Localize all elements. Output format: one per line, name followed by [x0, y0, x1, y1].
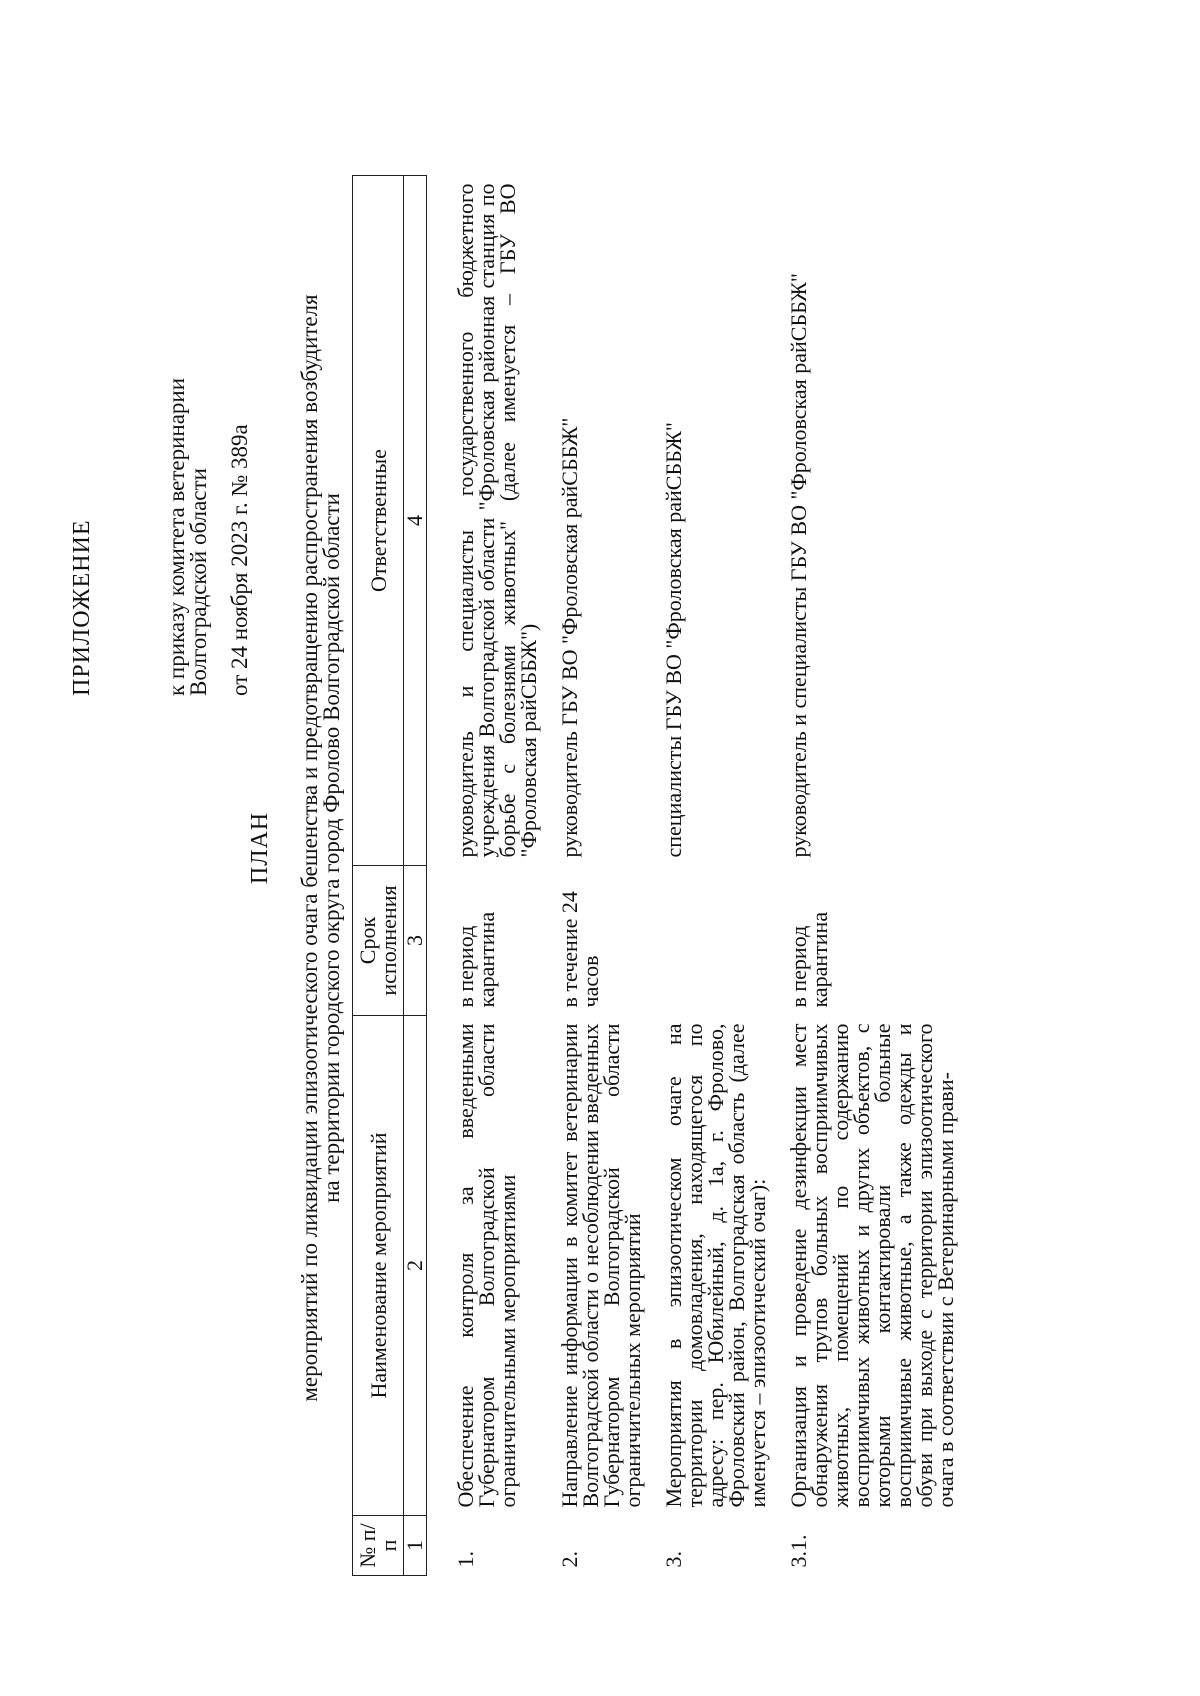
header-deadline: Срок исполнения [353, 866, 404, 1016]
row-deadline: в течение 24 часов [557, 891, 603, 1008]
column-number: 1 [404, 1516, 427, 1576]
row-number: 2. [557, 1551, 582, 1568]
header-number: № п/п [353, 1516, 404, 1576]
plan-subtitle-line2: на территории городского округа город Фролово Волгоградской области [319, 493, 344, 1203]
column-number-row [404, 176, 427, 1576]
column-number: 2 [404, 1016, 427, 1516]
row-deadline: в период карантина [453, 911, 499, 1008]
order-date: от 24 ноября 2023 г. № 389а [227, 424, 252, 696]
row-deadline: в период карантина [786, 911, 832, 1008]
table-header-row [353, 176, 404, 1576]
row-measure: Организация и проведение дезинфекции мест обнаружения трупов больных восприимчивых животных, помещений по содержанию восприимчивых животных и других объектов, с которыми контактировали больные восприимчивые животные, а также одежды и обуви при выходе с территории эпизоотического очага в соответствии с Ветеринарными прави- [786, 1023, 958, 1508]
row-measure: Мероприятия в эпизоотическом очаге на территории домовладения, находящегося по адресу: пер. Юбилейный, д. 1а, г. Фролово, Фроловский район, Волгоградская область (далее именуется – эпизоотический очаг): [661, 1023, 770, 1508]
row-deadline [657, 866, 782, 1016]
appendix-title: ПРИЛОЖЕНИЕ [69, 519, 95, 696]
header-responsible: Ответственные [353, 176, 404, 866]
order-reference-line2: Волгоградской области [186, 468, 211, 696]
row-responsible: руководитель и специалисты ГБУ ВО "Фроловская райСББЖ" [786, 273, 811, 858]
table-row [427, 176, 554, 1576]
row-responsible: руководитель и специалисты государственного бюджетного учреждения Волгоградской области "Фроловская районная станция по борьбе с болезнями животных" (далее именуется – ГБУ ВО "Фроловская райСББЖ") [453, 183, 541, 858]
header-measure-name: Наименование мероприятий [353, 1016, 404, 1516]
column-number: 4 [404, 176, 427, 866]
row-measure: Обеспечение контроля за введенными Губернатором Волгоградской области ограничительными мероприятиями [453, 1023, 520, 1508]
table-row [553, 176, 657, 1576]
row-number: 3.1. [786, 1534, 811, 1568]
order-reference-line1: к приказу комитета ветеринарии [164, 377, 189, 696]
plan-table [352, 175, 970, 1576]
column-number: 3 [404, 866, 427, 1016]
row-number: 1. [453, 1551, 478, 1568]
table-row [782, 176, 970, 1576]
plan-subtitle-line1: мероприятий по ликвидации эпизоотического очага бешенства и предотвращению распространения возбудителя [297, 294, 322, 1402]
row-number: 3. [661, 1551, 686, 1568]
row-responsible: специалисты ГБУ ВО "Фроловская райСББЖ" [661, 422, 686, 858]
row-responsible: руководитель ГБУ ВО "Фроловская райСББЖ" [557, 417, 582, 858]
row-measure: Направление информации в комитет ветеринарии Волгоградской области о несоблюдении введенных Губернатором Волгоградской области ограничительных мероприятий [557, 1023, 645, 1508]
plan-title: ПЛАН [247, 811, 273, 885]
table-row [657, 176, 782, 1576]
